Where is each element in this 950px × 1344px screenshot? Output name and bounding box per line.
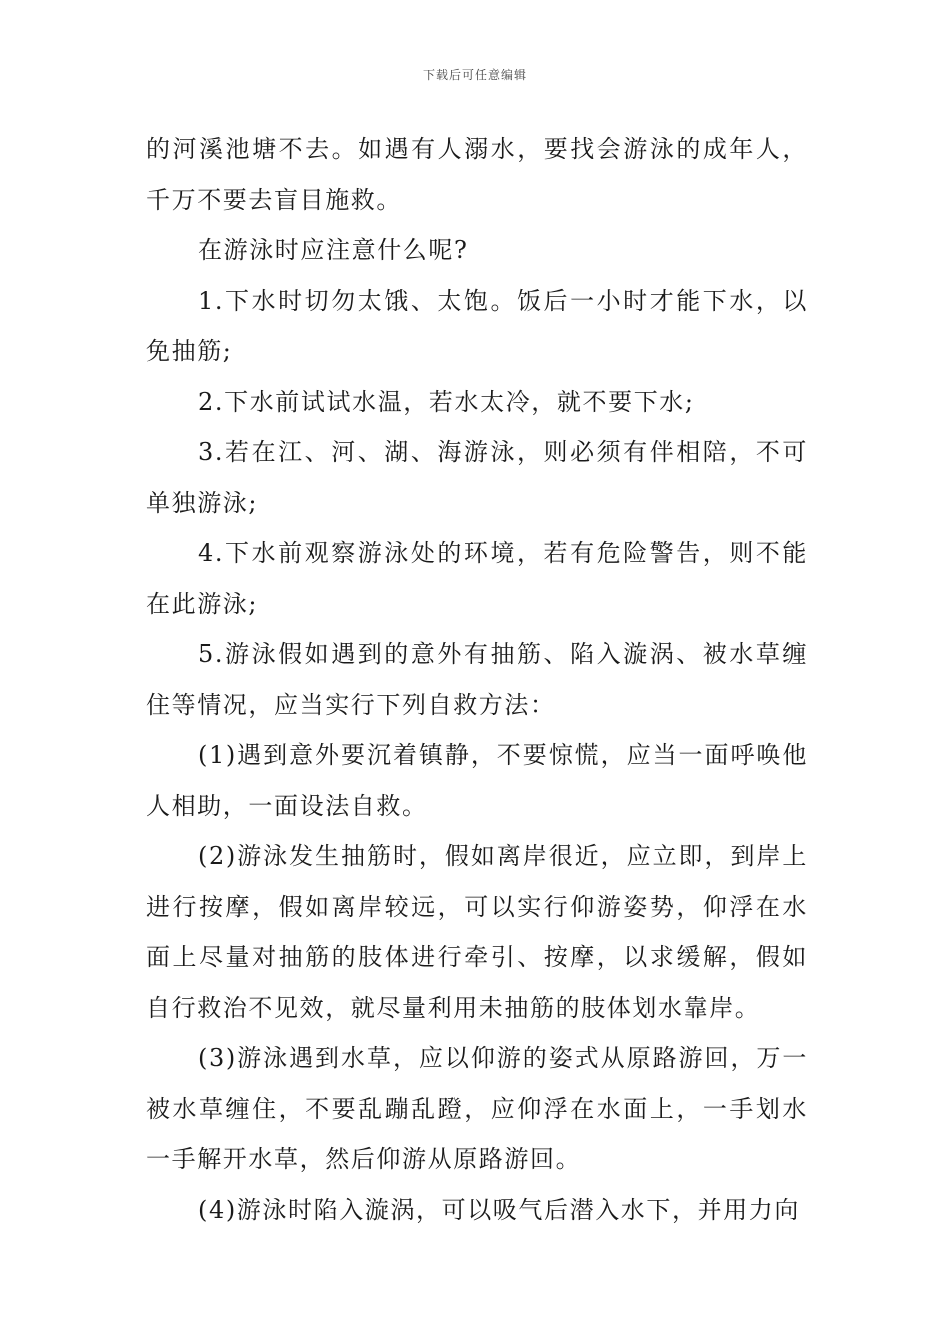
paragraph-6: 4.下水前观察游泳处的环境，若有危险警告，则不能在此游泳; bbox=[146, 539, 808, 618]
paragraph-11: (4)游泳时陷入漩涡，可以吸气后潜入水下，并用力向 bbox=[198, 1195, 800, 1224]
paragraph-9: (2)游泳发生抽筋时，假如离岸很近，应立即，到岸上进行按摩，假如离岸较远，可以实行仰游姿势，仰浮在水面上尽量对抽筋的肢体进行牵引、按摩，以求缓解，假如自行救治不见效，就尽量利用未抽筋的肢体划水靠岸。 bbox=[146, 842, 808, 1022]
paragraph-8: (1)遇到意外要沉着镇静，不要惊慌，应当一面呼唤他人相助，一面设法自救。 bbox=[146, 741, 808, 820]
paragraph-4: 2.下水前试试水温，若水太冷，就不要下水; bbox=[198, 387, 695, 416]
paragraph-1: 的河溪池塘不去。如遇有人溺水，要找会游泳的成年人，千万不要去盲目施救。 bbox=[146, 135, 808, 214]
paragraph-5: 3.若在江、河、湖、海游泳，则必须有伴相陪，不可单独游泳; bbox=[146, 438, 808, 517]
paragraph-2: 在游泳时应注意什么呢? bbox=[198, 236, 469, 264]
paragraph-10: (3)游泳遇到水草，应以仰游的姿式从原路游回，万一被水草缠住，不要乱蹦乱蹬，应仰浮在水面上，一手划水一手解开水草，然后仰游从原路游回。 bbox=[146, 1044, 808, 1173]
paragraph-7: 5.游泳假如遇到的意外有抽筋、陷入漩涡、被水草缠住等情况，应当实行下列自救方法： bbox=[146, 640, 808, 719]
document-body bbox=[146, 124, 808, 1235]
paragraph-3: 1.下水时切勿太饿、太饱。饭后一小时才能下水，以免抽筋; bbox=[146, 286, 808, 365]
page-header: 下载后可任意编辑 bbox=[422, 68, 527, 82]
